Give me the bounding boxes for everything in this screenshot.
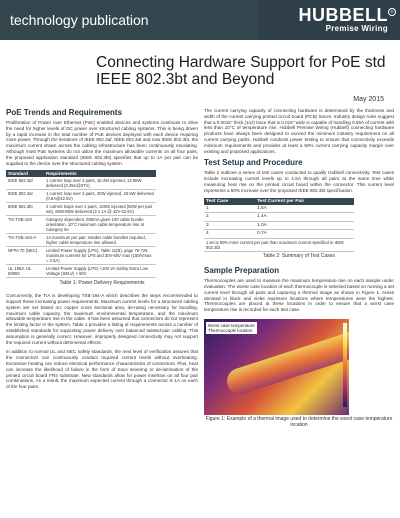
table-cell: IEEE 802.3af [6,177,44,190]
table-note-row [204,238,354,252]
table-header-cell: Standard [6,170,44,177]
table-cell: IEEE 802.3at [6,190,44,203]
table-cell: NFPA 70 (NEC) [6,247,44,265]
table-row [204,205,354,213]
logo-subtitle: Premise Wiring [325,24,388,33]
table-note: 1.5A is 50% more current per pair than maximum current specified in IEEE 802.3bt [204,238,354,252]
table-cell: 1 current loop over 2 pairs, 15.4W injected, 12.95W delivered (0.35A@37V) [44,177,156,190]
table-cell: 1.4A [255,213,354,221]
logo-brand: HUBBELL [298,5,388,25]
series-title-word1: technology [10,12,78,28]
thermal-cable-shape [224,326,349,397]
paragraph: The current carrying capacity of connecting hardware is determined by the thickness and width of the current carrying printed circuit board (PCB) traces. Industry design rules suggest that a 0.0015" thick (1oz) trace that is 0.015" wide is capable of handling 0.55A of current with less than 10°C of temperature rise. Hubbell Premise Wiring (Hubbell) connecting hardware products have always been designed to exceed the minimum industry requirement on all current carrying paths. Hubbell conducts power testing to ensure that connectivity exceeds minimum requirements and provides at least a 50% current carrying capacity margin over existing and proposed applications. [204,108,394,154]
table-row [204,221,354,229]
series-title-word2: publication [81,12,149,28]
table-row [6,190,156,203]
table-row [204,213,354,221]
table-header-row [204,198,354,205]
table-row [6,247,156,265]
paragraph: In addition to normal UL and NEC safety standards, the next level of verification assures that the connectors can continuously conduct required current levels without overheating. Excessive heating can reduce electrical performance characteristics of connectors. Plus, heat can increase the likelihood of failure in the form of trace severing or de-lamination of the printed circuit board FR4 substrate. New standards allow for power insertion on all four pair combinations. As a result, the maximum expected current through a connector is 1A on each of the four pairs. [6,349,198,390]
figure-caption: Figure 1: Example of a thermal image used to determine the worst case temperature location [205,415,393,428]
table-cell: IEEE 802.3bt [6,203,44,216]
right-column [204,108,394,429]
figure-label-worst-case: Worst case temperature [208,322,255,328]
publication-date: May 2015 [353,96,384,103]
table-cell: 2 [204,213,255,221]
table-cell: Limited Power Supply (LPS), Table 11(B), page 70-725 maximum currents for LPS and 30V-60V max (150/Vmax = 2.5A) [44,247,156,265]
table-cell: 3 [204,221,255,229]
hubbell-logo [298,5,394,33]
table-caption: Table 2: Summary of Test Cases [263,253,335,260]
table-row [6,265,156,278]
paragraph: Thermocouples are used to measure the maximum temperature rise on each sample under evaluation. The worse case location of each thermocouple is selected based on running a set current level through all pairs and capturing a thermal image as shown in Figure 1. Areas denoted in black and violet represent locations where temperatures were the highest. Thermocouples are placed at these locations in order to ensure that a worst case temperature rise is recorded for each test case. [204,278,394,313]
paragraph: Concurrently, the TIA is developing TSB-184-A which describes the steps recommended to support these increasing power requirements. Maximum current levels for a structured cabling system are set based on; copper cross sectional area, de-rating necessary for bundling, maximum cable capacity, the maximum environmental temperature, and the maximum allowable temperature rise in the cable. It has been assumed that connectors do not represent the limiting factor in the system. Table 1 provides a listing of requirements across a number of established standards for supporting power delivery over balanced twisted-pair cabling. This assumption is generally correct. However, improperly designed connectivity may not support the required current without detrimental effects. [6,293,198,345]
temperature-scale-bar [343,323,347,407]
table-cell: TIA TSB-184-A [6,234,44,247]
section-heading-poe-trends: PoE Trends and Requirements [6,108,123,117]
paragraph: Table 2 outlines a series of test cases conducted to qualify Hubbell connectivity. Test cases include increasing current levels up to 1.5A through all pairs at the same time while measuring heat rise on the printed circuit board within the connector. This current level represents a 50% increase over the proposed IEEE 802.3bt specification. [204,170,394,193]
table-row [6,216,156,234]
paragraph: Proliferation of Power over Ethernet (PoE) enabled devices and systems continues to drive the need for higher levels of DC power over structured cabling systems. This is being driven by a rapid increase in the total number of PoE devices deployed with each device requiring more power. Through the iterations of IEEE 802.3af, IEEE 802.3at and now IEEE 802.3bt, the maximum current drawn across the cabling infrastructure has been continuously escalating. Although most PoE systems do not utilize the maximum allowable currents on all four pairs, the proposed application standard (IEEE 802.3bt) specifies that up to 1A per pair can be supplied to the device over the structured cabling system. [6,120,198,166]
table-header-cell: Requirements [44,170,156,177]
thermal-image-figure [204,319,349,415]
table-row [6,234,156,247]
series-title [10,12,149,28]
figure-label-thermocouple: Thermocouple location [208,327,253,333]
table-cell: 1.0A [255,221,354,229]
table-cell: 1.5A [255,205,354,213]
table-cell: 1 current loop over 2 pairs, 30W injected, 25.5W delivered (0.6A@42.5V) [44,190,156,203]
document-title: Connecting Hardware Support for PoE std IEEE 802.3bt and Beyond [96,54,386,88]
table-cell: 1A maximum per pair, smaller cable bundles required, higher cable temperature rise allowed [44,234,156,247]
section-heading-test-setup: Test Setup and Procedure [204,158,303,168]
table-cell: 4 [204,230,255,238]
table-row [204,230,354,238]
table-cell: Category dependent, 600mA given 100 cable bundle orientation, 10°C maximum cable temperature rise at Category 5e [44,216,156,234]
table-row [6,177,156,190]
table-cell: 2 current loops over 4 pairs, 100W injected (50W per pair set), 80W-85W delivered (2 x 1A @ 42V-42.5V) [44,203,156,216]
table-header-row [6,170,156,177]
registered-mark-icon: ® [388,8,396,16]
header-band [0,0,400,40]
figure-legend [206,322,257,334]
table-row [6,203,156,216]
power-delivery-table [6,170,156,278]
left-column [6,108,198,394]
table-caption: Table 1: Power Delivery Requirements [59,280,145,287]
table-header-cell: Test Case [204,198,255,205]
section-heading-sample-preparation: Sample Preparation [204,266,280,276]
header-series-panel [0,0,258,40]
table-cell: UL 1863, UL 60950 [6,265,44,278]
table-header-cell: Test Current per Pair [255,198,354,205]
table-cell: 1 [204,205,255,213]
test-cases-table [204,198,354,253]
table-cell: 0.7A [255,230,354,238]
table-cell: TIA TSB-184 [6,216,44,234]
table-cell: Limited Power Supply (LPS) <100 VA Safety Extra Low Voltage (SELV) < 60V [44,265,156,278]
